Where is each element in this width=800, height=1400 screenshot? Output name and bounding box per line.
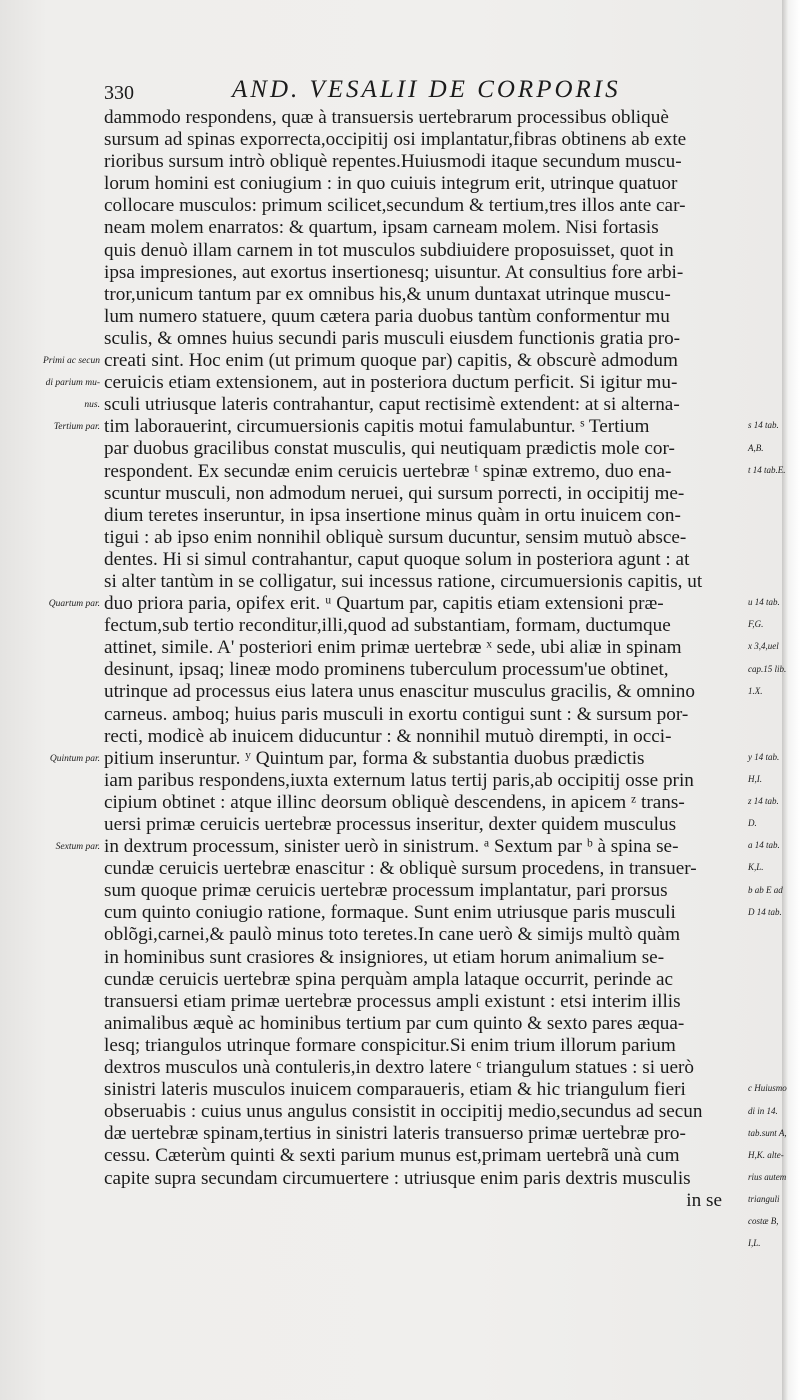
text-line: capite supra secundam circumuertere : utriusque enim paris dextris musculis <box>104 1167 691 1189</box>
text-line: par duobus gracilibus constat musculis, qui neutiquam prædictis mole cor- <box>104 438 675 460</box>
text-line: transuersi etiam primæ uertebræ processus ampli existunt : etsi interim illis <box>104 990 681 1012</box>
marginal-note-left: di parium mu- <box>45 378 100 389</box>
text-line: in dextrum processum, sinister uerò in sinistrum. ᵃ Sextum par ᵇ à spina se- <box>104 836 679 858</box>
text-line: fectum,sub tertio reconditur,illi,quod ad substantiam, formam, ductumque <box>104 615 671 637</box>
text-line: attinet, simile. A' posteriori enim primæ uertebræ ˣ sede, ubi aliæ in spinam <box>104 637 682 659</box>
marginal-note-right: rius autem <box>748 1171 787 1182</box>
marginal-note-right: cap.15 lib. <box>748 663 787 674</box>
running-head: AND. VESALII DE CORPORIS <box>232 76 621 103</box>
catchword: in se <box>686 1189 722 1211</box>
text-line: uersi primæ ceruicis uertebræ processus inseritur, dexter quidem musculus <box>104 814 677 835</box>
marginal-note-right: u 14 tab. <box>748 597 780 608</box>
marginal-note-right: H,K. alte- <box>748 1149 784 1160</box>
text-line: tror,unicum tantum par ex omnibus his,& unum duntaxat utrinque muscu- <box>104 283 671 305</box>
marginal-note-left: Tertium par. <box>53 422 100 433</box>
marginal-note-right: H,I. <box>748 774 762 784</box>
text-line: sinistri lateris musculos inuicem comparaueris, etiam & hic triangulum fieri <box>104 1079 686 1101</box>
text-line: iam paribus respondens,iuxta externum latus tertij paris,ab occipitij osse prin <box>104 769 694 791</box>
text-line: sursum ad spinas exporrecta,occipitij osi implantatur,fibras obtinens ab exte <box>104 129 687 151</box>
marginal-note-right: D 14 tab. <box>748 906 782 917</box>
marginal-note-right: K,L. <box>748 862 764 873</box>
text-line: tigui : ab ipso enim nonnihil obliquè sursum ducuntur, sensim mutuò absce- <box>104 526 687 548</box>
text-line: desinunt, ipsaq; lineæ modo prominens tuberculum processum'ue obtinet, <box>104 659 669 681</box>
marginal-note-right: b ab E ad <box>748 884 783 895</box>
text-line: duo priora paria, opifex erit. ᵘ Quartum par, capitis etiam extensioni præ- <box>104 593 664 615</box>
text-line: cipium obtinet : atque illinc deorsum obliquè descendens, in apicem ᶻ trans- <box>104 791 685 813</box>
text-line: ipsa impresiones, aut exortus insertionesq; uisuntur. At consultius fore arbi- <box>104 261 684 283</box>
text-line: dæ uertebræ spinam,tertius in sinistri lateris transuerso primæ uertebræ pro- <box>104 1123 686 1145</box>
text-line: dextros musculos unà contuleris,in dextro latere ᶜ triangulum statues : si uerò <box>104 1057 694 1079</box>
marginal-note-right: c Huiusmo <box>748 1083 787 1094</box>
marginal-note-right: trianguli <box>748 1193 780 1204</box>
text-line: collocare musculos: primum scilicet,secundum & tertium,tres illos ante car- <box>104 195 686 217</box>
text-line: ceruicis etiam extensionem, aut in posteriora ductum perficit. Si igitur mu- <box>104 372 678 394</box>
marginal-note-right: s 14 tab. <box>748 420 779 431</box>
marginal-note-left: Primi ac secun <box>43 356 100 367</box>
text-line: cum quinto coniugio ratione, formaque. Sunt enim utriusque paris musculi <box>104 902 676 924</box>
text-line: cundæ ceruicis uertebræ spina perquàm ampla lataque occurrit, perinde ac <box>104 968 673 990</box>
marginal-note-left: nus. <box>84 400 100 411</box>
text-line: lorum homini est coniugium : in quo cuiuis integrum erit, utrinque quatuor <box>104 173 678 195</box>
text-line: sculi utriusque lateris contrahantur, caput rectisimè extendent: at si alterna- <box>104 394 680 416</box>
body-text <box>104 107 744 1212</box>
marginal-note-left: Quartum par. <box>48 599 100 610</box>
page-number: 330 <box>104 82 134 104</box>
text-line: sum quoque primæ ceruicis uertebræ processum implantatur, pari prorsus <box>104 880 668 902</box>
text-line: lesq; triangulos utrinque formare conspicitur.Si enim trium illorum parium <box>104 1034 676 1056</box>
marginal-note-right: x 3,4,uel <box>748 641 779 652</box>
text-line: tim laborauerint, circumuersionis capitis motui famulabuntur. ˢ Tertium <box>104 416 650 438</box>
text-line: pitium inseruntur. ʸ Quintum par, forma & substantia duobus prædictis <box>104 747 645 769</box>
text-line: dammodo respondens, quæ à transuersis uertebrarum processibus obliquè <box>104 107 669 128</box>
marginal-note-right: y 14 tab. <box>748 751 780 762</box>
text-line: cessu. Cæterùm quinti & sexti parium munus est,primam uertebrã unà cum <box>104 1145 680 1167</box>
marginal-note-right: tab.sunt A, <box>748 1127 787 1138</box>
marginal-note-right: costæ B, <box>748 1216 779 1226</box>
text-line: dentes. Hi si simul contrahantur, caput quoque solum in posteriora agunt : at <box>104 548 690 570</box>
text-line: lum numero statuere, quum cætera paria duobus tantùm conformentur mu <box>104 305 670 327</box>
text-line: respondent. Ex secundæ enim ceruicis uertebræ ᵗ spinæ extremo, duo ena- <box>104 460 672 482</box>
text-line: oblõgi,carnei,& paulò minus toto teretes.In cane uerò & simijs multò quàm <box>104 924 681 946</box>
marginal-note-right: I,L. <box>748 1238 761 1249</box>
marginal-note-right: A,B. <box>748 442 764 453</box>
text-line: carneus. amboq; huius paris musculi in exortu contigui sunt : & sursum por- <box>104 703 689 725</box>
marginal-note-right: t 14 tab.E. <box>748 464 786 475</box>
text-line: quis denuò illam carnem in tot musculos subdiuidere proposuisset, quot in <box>104 239 674 261</box>
text-line: dium teretes inseruntur, in ipsa insertione minus quàm in ortu inuicem con- <box>104 504 681 526</box>
marginal-note-right: D. <box>748 818 757 829</box>
marginal-note-right: F,G. <box>748 619 764 630</box>
text-line: scuntur musculi, non admodum neruei, qui sursum porrecti, in occipitij me- <box>104 482 685 504</box>
text-line: neam molem enarratos: & quartum, ipsam carneam molem. Nisi fortasis <box>104 217 659 239</box>
text-line: recti, modicè ab inuicem diducuntur : & nonnihil mutuò dirempti, in occi- <box>104 725 672 747</box>
text-line: si alter tantùm in se colligatur, sui incessus ratione, circumuersionis capitis, ut <box>104 570 703 592</box>
text-line: utrinque ad processus eius latera unus enascitur musculus gracilis, & omnino <box>104 681 695 703</box>
text-line: rioribus sursum intrò obliquè repentes.Huiusmodi itaque secundum muscu- <box>104 151 682 173</box>
page-edge <box>782 0 800 1400</box>
marginal-note-right: di in 14. <box>748 1105 778 1116</box>
text-line: cundæ ceruicis uertebræ enascitur : & obliquè sursum procedens, in transuer- <box>104 858 697 880</box>
text-line: creati sint. Hoc enim (ut primum quoque par) capitis, & obscurè admodum <box>104 350 678 372</box>
marginal-note-left: Sextum par. <box>55 842 100 853</box>
marginal-note-right: a 14 tab. <box>748 840 780 851</box>
marginal-note-right: 1.X. <box>748 685 763 696</box>
text-line: animalibus æquè ac hominibus tertium par cum quinto & sexto pares æqua- <box>104 1012 685 1034</box>
marginal-note-right: z 14 tab. <box>748 796 779 807</box>
text-line: obseruabis : cuius unus angulus consistit in occipitij medio,secundus ad secun <box>104 1101 703 1123</box>
marginal-note-left: Quintum par. <box>49 753 100 764</box>
text-line: sculis, & omnes huius secundi paris musculi eiusdem functionis gratia pro- <box>104 327 681 349</box>
text-line: in hominibus sunt crasiores & insigniores, ut etiam horum animalium se- <box>104 946 665 968</box>
